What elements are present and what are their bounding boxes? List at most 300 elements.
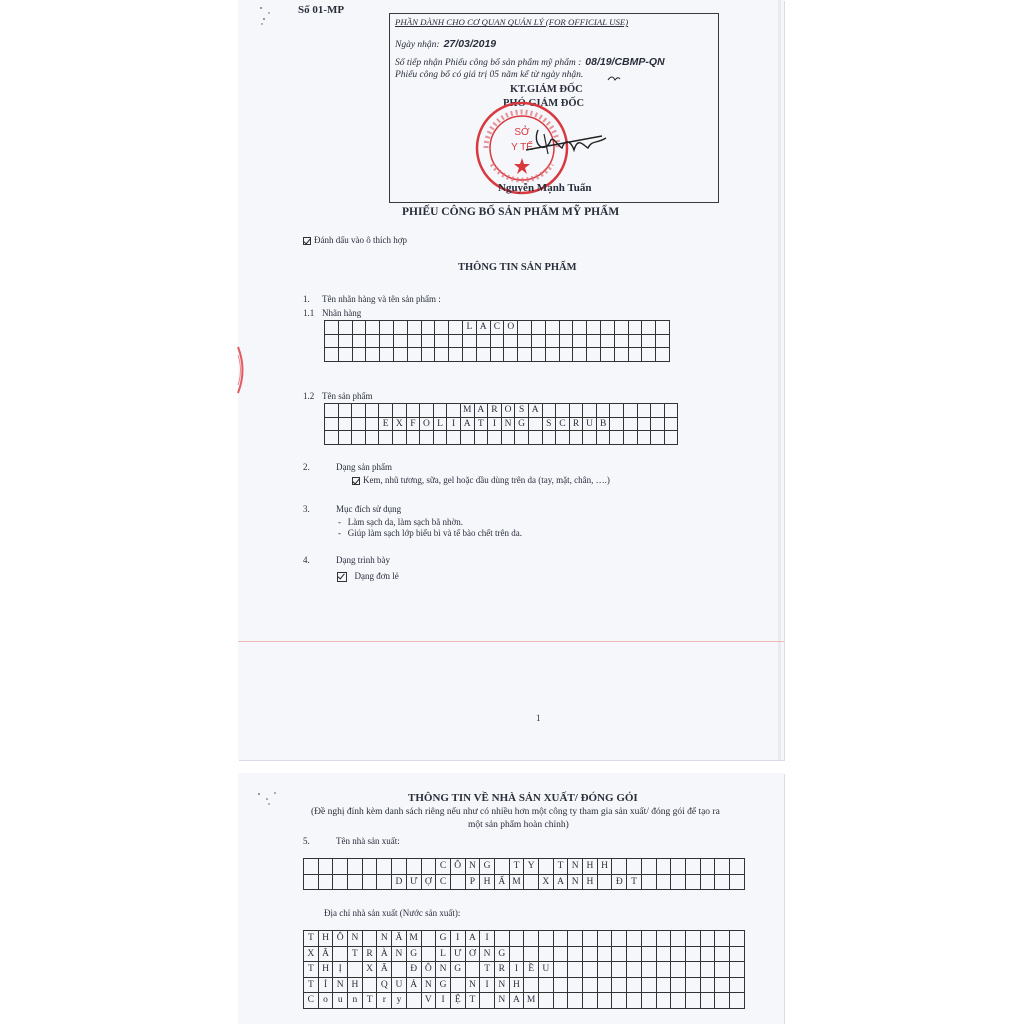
grid-cell — [642, 334, 656, 348]
grid-cell: N — [465, 859, 480, 875]
grid-cell: N — [501, 417, 515, 431]
grid-cell — [421, 348, 435, 362]
grid-cell — [515, 431, 529, 445]
grid-cell: T — [465, 993, 480, 1009]
grid-cell: H — [583, 859, 598, 875]
grid-cell — [490, 348, 504, 362]
receipt-number-line — [395, 52, 665, 70]
grid-cell: N — [348, 931, 363, 947]
manufacturer-grid — [303, 858, 745, 890]
grid-cell — [700, 946, 715, 962]
grid-cell — [348, 859, 363, 875]
official-header: PHẦN DÀNH CHO CƠ QUAN QUẢN LÝ (FOR OFFICIAL USE) — [395, 17, 629, 27]
grid-cell — [352, 334, 366, 348]
grid-cell — [501, 431, 515, 445]
grid-row — [325, 348, 670, 362]
grid-cell — [729, 931, 744, 947]
grid-cell: M — [406, 931, 421, 947]
grid-cell — [641, 946, 656, 962]
grid-cell — [494, 931, 509, 947]
grid-cell — [366, 334, 380, 348]
grid-cell — [542, 404, 556, 418]
grid-cell: A — [465, 931, 480, 947]
grid-cell: H — [509, 977, 524, 993]
item11-label: Nhãn hàng — [322, 308, 362, 318]
item4-option-text: Dạng đơn lẻ — [354, 571, 399, 581]
item3-label: Mục đích sử dụng — [336, 504, 402, 514]
grid-cell — [597, 977, 612, 993]
grid-cell — [642, 348, 656, 362]
grid-cell — [393, 348, 407, 362]
grid-cell — [338, 321, 352, 335]
use-item-2: Giúp làm sạch lớp biểu bì và tế bào chết trên da. — [347, 528, 522, 538]
sign-role-2: PHÓ GIÁM ĐỐC — [503, 98, 585, 109]
checkbox-checked-icon — [352, 477, 360, 485]
grid-cell — [628, 348, 642, 362]
grid-cell — [597, 993, 612, 1009]
grid-cell — [624, 404, 638, 418]
grid-cell — [612, 962, 627, 978]
grid-row — [304, 946, 745, 962]
grid-cell — [393, 334, 407, 348]
grid-cell — [553, 993, 568, 1009]
grid-cell — [656, 859, 671, 875]
grid-cell — [614, 348, 628, 362]
grid-cell — [447, 404, 461, 418]
grid-cell: N — [392, 946, 407, 962]
grid-cell: Ề — [524, 962, 539, 978]
grid-cell: C — [304, 993, 319, 1009]
grid-cell — [366, 348, 380, 362]
grid-cell — [627, 946, 642, 962]
grid-cell: T — [304, 962, 319, 978]
sign-role-1: KT.GIÁM ĐỐC — [510, 84, 583, 95]
grid-cell — [559, 334, 573, 348]
grid-cell — [553, 946, 568, 962]
grid-cell: Ị — [333, 962, 348, 978]
use-item: - Làm sạch da, làm sạch bã nhờn. — [338, 517, 463, 527]
grid-cell: R — [569, 417, 583, 431]
grid-cell — [729, 962, 744, 978]
stamp-center-1: SỞ — [514, 127, 530, 138]
grid-cell: O — [420, 417, 434, 431]
grid-cell: Ỉ — [318, 977, 333, 993]
grid-cell — [556, 431, 570, 445]
received-date-line — [395, 34, 496, 52]
grid-cell: C — [556, 417, 570, 431]
grid-cell — [641, 874, 656, 890]
grid-cell: U — [392, 977, 407, 993]
grid-cell — [700, 931, 715, 947]
grid-cell: X — [362, 962, 377, 978]
grid-cell — [539, 993, 554, 1009]
item1-label: Tên nhãn hàng và tên sản phẩm : — [322, 294, 441, 304]
grid-cell — [656, 874, 671, 890]
grid-cell: R — [494, 962, 509, 978]
grid-cell — [641, 962, 656, 978]
grid-cell — [325, 431, 339, 445]
grid-cell — [556, 404, 570, 418]
grid-cell — [407, 348, 421, 362]
item2-option — [352, 475, 610, 485]
grid-cell: Ơ — [465, 946, 480, 962]
grid-cell — [338, 417, 352, 431]
grid-cell: T — [553, 859, 568, 875]
grid-cell: N — [480, 946, 495, 962]
grid-cell — [406, 993, 421, 1009]
grid-cell — [597, 874, 612, 890]
received-date: 27/03/2019 — [443, 38, 497, 50]
grid-cell — [304, 874, 319, 890]
use-item-1: Làm sạch da, làm sạch bã nhờn. — [347, 517, 463, 527]
grid-cell: G — [406, 946, 421, 962]
grid-cell — [528, 417, 542, 431]
grid-cell — [612, 946, 627, 962]
grid-cell — [539, 931, 554, 947]
grid-cell — [304, 859, 319, 875]
grid-cell: T — [348, 946, 363, 962]
grid-cell: Đ — [406, 962, 421, 978]
grid-cell — [435, 348, 449, 362]
grid-cell — [600, 321, 614, 335]
grid-cell — [392, 431, 406, 445]
grid-cell — [325, 417, 339, 431]
grid-cell: X — [304, 946, 319, 962]
grid-cell: y — [392, 993, 407, 1009]
grid-cell — [531, 348, 545, 362]
grid-cell: H — [583, 874, 598, 890]
grid-cell — [352, 321, 366, 335]
validity-note: Phiếu công bố có giá trị 05 năm kể từ ngày nhận. — [395, 70, 584, 80]
grid-cell — [612, 859, 627, 875]
grid-cell — [433, 431, 447, 445]
grid-cell — [542, 431, 556, 445]
grid-cell — [524, 931, 539, 947]
grid-cell — [685, 874, 700, 890]
item5-label: Tên nhà sản xuất: — [336, 836, 400, 846]
grid-cell — [596, 404, 610, 418]
grid-cell — [450, 874, 465, 890]
grid-row — [304, 993, 745, 1009]
grid-row — [325, 321, 670, 335]
grid-cell — [651, 404, 665, 418]
grid-cell — [504, 334, 518, 348]
grid-cell: n — [348, 993, 363, 1009]
grid-cell — [338, 334, 352, 348]
grid-cell — [392, 859, 407, 875]
grid-cell: X — [539, 874, 554, 890]
grid-cell: Y — [524, 859, 539, 875]
grid-cell — [518, 348, 532, 362]
grid-cell — [476, 334, 490, 348]
grid-cell — [671, 962, 686, 978]
product-name-grid — [324, 403, 678, 445]
grid-cell — [476, 348, 490, 362]
grid-cell — [545, 334, 559, 348]
grid-cell — [671, 931, 686, 947]
grid-cell: S — [542, 417, 556, 431]
grid-cell — [573, 348, 587, 362]
grid-cell — [651, 417, 665, 431]
grid-cell: N — [421, 977, 436, 993]
received-label: Ngày nhận: — [395, 40, 440, 50]
grid-cell — [685, 946, 700, 962]
grid-cell — [318, 859, 333, 875]
grid-cell — [628, 321, 642, 335]
grid-cell — [610, 431, 624, 445]
grid-cell — [641, 931, 656, 947]
item2-num: 2. — [303, 462, 310, 472]
grid-cell — [318, 874, 333, 890]
grid-cell: D — [392, 874, 407, 890]
grid-cell — [338, 431, 352, 445]
grid-cell: A — [460, 417, 474, 431]
grid-cell — [325, 348, 339, 362]
grid-cell: T — [304, 931, 319, 947]
grid-cell — [377, 874, 392, 890]
grid-cell — [671, 946, 686, 962]
form-number: Số 01-MP — [298, 4, 345, 16]
grid-cell — [651, 431, 665, 445]
grid-cell: H — [348, 977, 363, 993]
grid-cell: I — [509, 962, 524, 978]
grid-cell: N — [465, 977, 480, 993]
grid-cell — [700, 977, 715, 993]
grid-cell — [392, 404, 406, 418]
grid-cell — [380, 348, 394, 362]
grid-cell — [583, 404, 597, 418]
grid-cell — [449, 334, 463, 348]
grid-cell — [406, 859, 421, 875]
grid-cell: N — [568, 859, 583, 875]
grid-row — [304, 977, 745, 993]
grid-cell: A — [509, 993, 524, 1009]
grid-cell: T — [480, 962, 495, 978]
address-grid — [303, 930, 745, 1009]
grid-cell — [348, 874, 363, 890]
grid-cell: T — [362, 993, 377, 1009]
grid-row — [304, 874, 745, 890]
grid-cell — [338, 348, 352, 362]
grid-cell — [596, 431, 610, 445]
grid-cell: I — [488, 417, 502, 431]
grid-cell — [627, 962, 642, 978]
grid-cell — [685, 931, 700, 947]
grid-cell: T — [627, 874, 642, 890]
grid-cell — [531, 321, 545, 335]
grid-cell — [325, 321, 339, 335]
grid-cell — [377, 859, 392, 875]
grid-cell — [573, 321, 587, 335]
grid-cell — [362, 874, 377, 890]
item4-option — [337, 571, 399, 582]
grid-cell — [641, 977, 656, 993]
grid-cell: I — [480, 977, 495, 993]
grid-cell: Ã — [318, 946, 333, 962]
grid-cell — [352, 431, 366, 445]
grid-cell — [539, 859, 554, 875]
grid-cell — [528, 431, 542, 445]
grid-cell — [583, 962, 598, 978]
item4-label: Dạng trình bày — [336, 555, 390, 565]
grid-cell: R — [488, 404, 502, 418]
grid-cell — [671, 859, 686, 875]
grid-cell — [700, 962, 715, 978]
grid-cell — [612, 977, 627, 993]
grid-cell: N — [568, 874, 583, 890]
grid-cell: Ệ — [450, 993, 465, 1009]
grid-cell — [671, 977, 686, 993]
grid-cell: G — [515, 417, 529, 431]
grid-cell — [700, 993, 715, 1009]
grid-cell: U — [539, 962, 554, 978]
grid-cell — [465, 962, 480, 978]
grid-cell — [447, 431, 461, 445]
grid-cell — [539, 946, 554, 962]
grid-cell — [664, 404, 678, 418]
grid-cell: L — [436, 946, 451, 962]
grid-cell: S — [515, 404, 529, 418]
grid-cell — [610, 404, 624, 418]
grid-cell — [614, 321, 628, 335]
page2-note-1: (Đề nghị đính kèm danh sách riêng nếu như có nhiều hơn một công ty tham gia sản xuất/ đóng gói để tạo ra — [311, 807, 720, 817]
grid-cell: L — [462, 321, 476, 335]
grid-cell — [624, 417, 638, 431]
grid-cell: Ẩ — [494, 874, 509, 890]
grid-cell — [568, 946, 583, 962]
grid-cell — [421, 946, 436, 962]
grid-cell: H — [480, 874, 495, 890]
grid-cell — [539, 977, 554, 993]
grid-cell — [612, 931, 627, 947]
grid-cell: O — [504, 321, 518, 335]
item2-option-text: Kem, nhũ tương, sữa, gel hoặc dầu dùng trên da (tay, mặt, chân, ….) — [363, 475, 610, 485]
grid-cell — [664, 431, 678, 445]
grid-cell: Ã — [377, 962, 392, 978]
grid-cell — [656, 977, 671, 993]
grid-row — [304, 859, 745, 875]
grid-row — [325, 417, 678, 431]
grid-cell — [569, 404, 583, 418]
grid-cell: B — [596, 417, 610, 431]
grid-cell — [420, 404, 434, 418]
grid-cell — [435, 321, 449, 335]
grid-cell — [352, 404, 366, 418]
grid-cell: V — [421, 993, 436, 1009]
grid-cell — [524, 977, 539, 993]
grid-cell — [597, 931, 612, 947]
document-title: PHIẾU CÔNG BỐ SẢN PHẨM MỸ PHẨM — [402, 206, 620, 218]
grid-cell: G — [436, 977, 451, 993]
grid-cell — [450, 977, 465, 993]
grid-cell: À — [377, 946, 392, 962]
checkbox-checked-icon — [337, 572, 347, 582]
grid-cell: A — [476, 321, 490, 335]
grid-cell — [504, 348, 518, 362]
grid-cell — [380, 321, 394, 335]
grid-cell — [509, 946, 524, 962]
grid-cell: O — [501, 404, 515, 418]
grid-cell — [715, 874, 730, 890]
grid-cell — [379, 431, 393, 445]
grid-cell — [553, 977, 568, 993]
grid-cell: A — [474, 404, 488, 418]
grid-cell — [474, 431, 488, 445]
grid-cell: P — [465, 874, 480, 890]
page-number: 1 — [536, 713, 541, 723]
grid-cell — [729, 946, 744, 962]
grid-cell: Ô — [421, 962, 436, 978]
stamp-center-2: Y TẾ — [511, 142, 533, 153]
grid-cell — [568, 931, 583, 947]
grid-cell: A — [553, 874, 568, 890]
grid-cell — [480, 993, 495, 1009]
grid-cell — [685, 977, 700, 993]
grid-cell — [597, 962, 612, 978]
grid-cell — [627, 931, 642, 947]
grid-cell: N — [494, 993, 509, 1009]
grid-cell — [421, 859, 436, 875]
grid-cell — [583, 931, 598, 947]
item12-num: 1.2 — [303, 391, 315, 401]
grid-cell: G — [450, 962, 465, 978]
grid-cell: T — [304, 977, 319, 993]
grid-cell — [642, 321, 656, 335]
grid-cell — [700, 874, 715, 890]
grid-cell: C — [436, 874, 451, 890]
grid-row — [304, 962, 745, 978]
grid-cell — [462, 334, 476, 348]
grid-cell — [352, 348, 366, 362]
brand-grid — [324, 320, 670, 362]
grid-cell — [325, 334, 339, 348]
grid-cell — [715, 962, 730, 978]
grid-cell: E — [379, 417, 393, 431]
grid-cell — [435, 334, 449, 348]
grid-cell — [348, 962, 363, 978]
grid-cell: Ư — [450, 946, 465, 962]
grid-cell: C — [436, 859, 451, 875]
grid-row — [304, 931, 745, 947]
grid-cell — [494, 859, 509, 875]
grid-cell — [685, 993, 700, 1009]
grid-cell — [325, 404, 339, 418]
grid-cell: G — [494, 946, 509, 962]
grid-cell — [407, 321, 421, 335]
grid-cell: o — [318, 993, 333, 1009]
handwritten-signature — [522, 118, 612, 168]
grid-cell — [553, 962, 568, 978]
grid-cell — [393, 321, 407, 335]
grid-cell: I — [450, 931, 465, 947]
grid-cell — [664, 417, 678, 431]
grid-cell: U — [583, 417, 597, 431]
checkbox-note — [303, 235, 407, 245]
grid-cell — [587, 348, 601, 362]
grid-cell — [641, 993, 656, 1009]
grid-cell — [407, 334, 421, 348]
grid-cell — [587, 321, 601, 335]
grid-cell: Ă — [392, 931, 407, 947]
grid-cell — [568, 977, 583, 993]
grid-cell — [624, 431, 638, 445]
grid-cell — [637, 431, 651, 445]
grid-cell — [656, 334, 670, 348]
grid-cell — [421, 334, 435, 348]
grid-cell — [509, 931, 524, 947]
grid-cell: G — [436, 931, 451, 947]
margin-line — [238, 641, 784, 642]
